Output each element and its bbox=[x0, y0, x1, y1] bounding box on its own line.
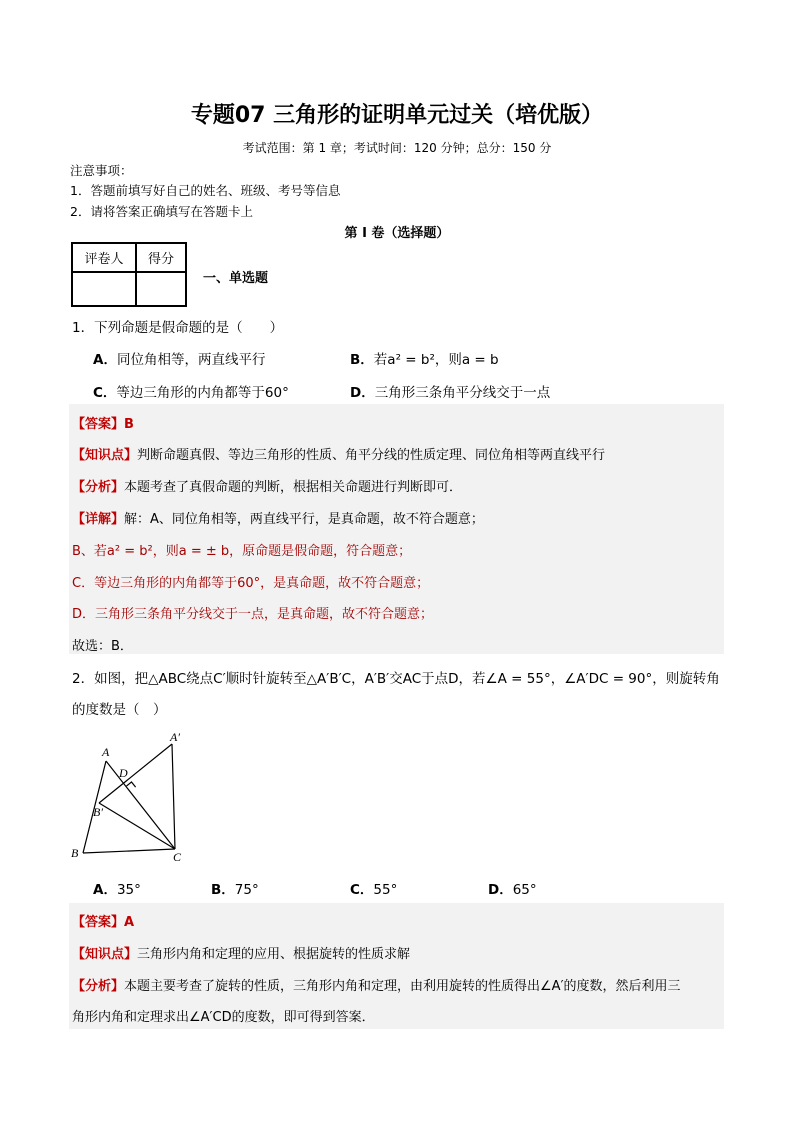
score-table-header-score: 得分 bbox=[136, 243, 186, 272]
notice-heading: 注意事项： bbox=[70, 163, 133, 178]
question-2-stem: 2．如图，把△ABC绕点C′顺时针旋转至△A′B′C，A′B′交AC于点D，若∠A = 55°，∠A′DC = 90°，则旋转角 bbox=[72, 671, 720, 687]
question-2-stem-cont: 的度数是（ ） bbox=[72, 702, 167, 718]
notice-item: 1．答题前填写好自己的姓名、班级、考号等信息 bbox=[70, 183, 341, 198]
q1-option-c bbox=[93, 381, 289, 401]
option-text: 等边三角形的内角都等于60° bbox=[116, 385, 289, 401]
segment-b2c bbox=[99, 803, 175, 849]
label-b: B bbox=[71, 846, 79, 860]
segment-a2b2 bbox=[99, 744, 172, 803]
segment-ac bbox=[106, 761, 175, 849]
notice-item: 2．请将答案正确填写在答题卡上 bbox=[70, 204, 253, 219]
page-title: 专题07 三角形的证明单元过关（培优版） bbox=[190, 103, 604, 128]
option-key: A． bbox=[93, 352, 117, 368]
q1-option-b bbox=[350, 348, 499, 368]
q1-analysis: 【分析】本题考查了真假命题的判断，根据相关命题进行判断即可． bbox=[72, 480, 463, 495]
rotation-figure bbox=[66, 726, 196, 864]
q1-option-a bbox=[93, 348, 265, 368]
option-key: D． bbox=[350, 385, 375, 401]
part-title: 一、单选题 bbox=[203, 271, 269, 286]
option-text: 同位角相等，两直线平行 bbox=[116, 352, 266, 368]
question-1-stem: 1．下列命题是假命题的是（ ） bbox=[72, 320, 284, 336]
option-text: 若a² = b²，则a = b bbox=[373, 352, 499, 368]
q1-detail-line: D．三角形三条角平分线交于一点，是真命题，故不符合题意； bbox=[72, 607, 434, 622]
q1-choose: 故选：B． bbox=[72, 639, 133, 654]
q1-detail-line: B、若a² = b²，则a = ± b，原命题是假命题，符合题意； bbox=[72, 544, 412, 559]
label-a-prime: A′ bbox=[170, 730, 180, 744]
label-b-prime: B′ bbox=[93, 805, 103, 819]
label-d: D bbox=[119, 766, 128, 780]
section-title: 第 I 卷（选择题） bbox=[344, 226, 450, 241]
q2-option-b: B．75° bbox=[211, 882, 259, 898]
score-table-header-grader: 评卷人 bbox=[72, 243, 136, 272]
q2-knowledge: 【知识点】三角形内角和定理的应用、根据旋转的性质求解 bbox=[72, 947, 411, 962]
score-table-cell-score[interactable] bbox=[136, 272, 186, 306]
score-table bbox=[71, 242, 187, 307]
q2-option-a: A．35° bbox=[93, 882, 141, 898]
option-key: B． bbox=[350, 352, 374, 368]
label-c: C bbox=[173, 850, 182, 864]
q2-analysis-cont: 角形内角和定理求出∠A′CD的度数，即可得到答案． bbox=[72, 1010, 375, 1025]
q1-option-d bbox=[350, 381, 550, 401]
q1-detail-line: C．等边三角形的内角都等于60°，是真命题，故不符合题意； bbox=[72, 576, 430, 591]
right-angle-mark bbox=[127, 782, 136, 787]
score-table-cell-grader[interactable] bbox=[72, 272, 136, 306]
segment-a2c bbox=[172, 744, 175, 849]
q1-knowledge: 【知识点】判断命题真假、等边三角形的性质、角平分线的性质定理、同位角相等两直线平行 bbox=[72, 448, 606, 463]
q2-option-c: C．55° bbox=[350, 882, 398, 898]
q2-answer: 【答案】A bbox=[72, 915, 135, 930]
q1-answer: 【答案】B bbox=[72, 417, 134, 432]
segment-bc bbox=[83, 849, 175, 853]
exam-meta: 考试范围：第 1 章；考试时间：120 分钟；总分：150 分 bbox=[242, 141, 552, 155]
option-text: 三角形三条角平分线交于一点 bbox=[374, 385, 551, 401]
option-key: C． bbox=[93, 385, 117, 401]
q1-detail: 【详解】解：A、同位角相等，两直线平行，是真命题，故不符合题意； bbox=[72, 512, 484, 527]
label-a: A bbox=[102, 745, 110, 759]
q2-option-d: D．65° bbox=[488, 882, 537, 898]
q2-analysis: 【分析】本题主要考查了旋转的性质，三角形内角和定理，由利用旋转的性质得出∠A′的度数，然后利用三 bbox=[72, 979, 681, 994]
